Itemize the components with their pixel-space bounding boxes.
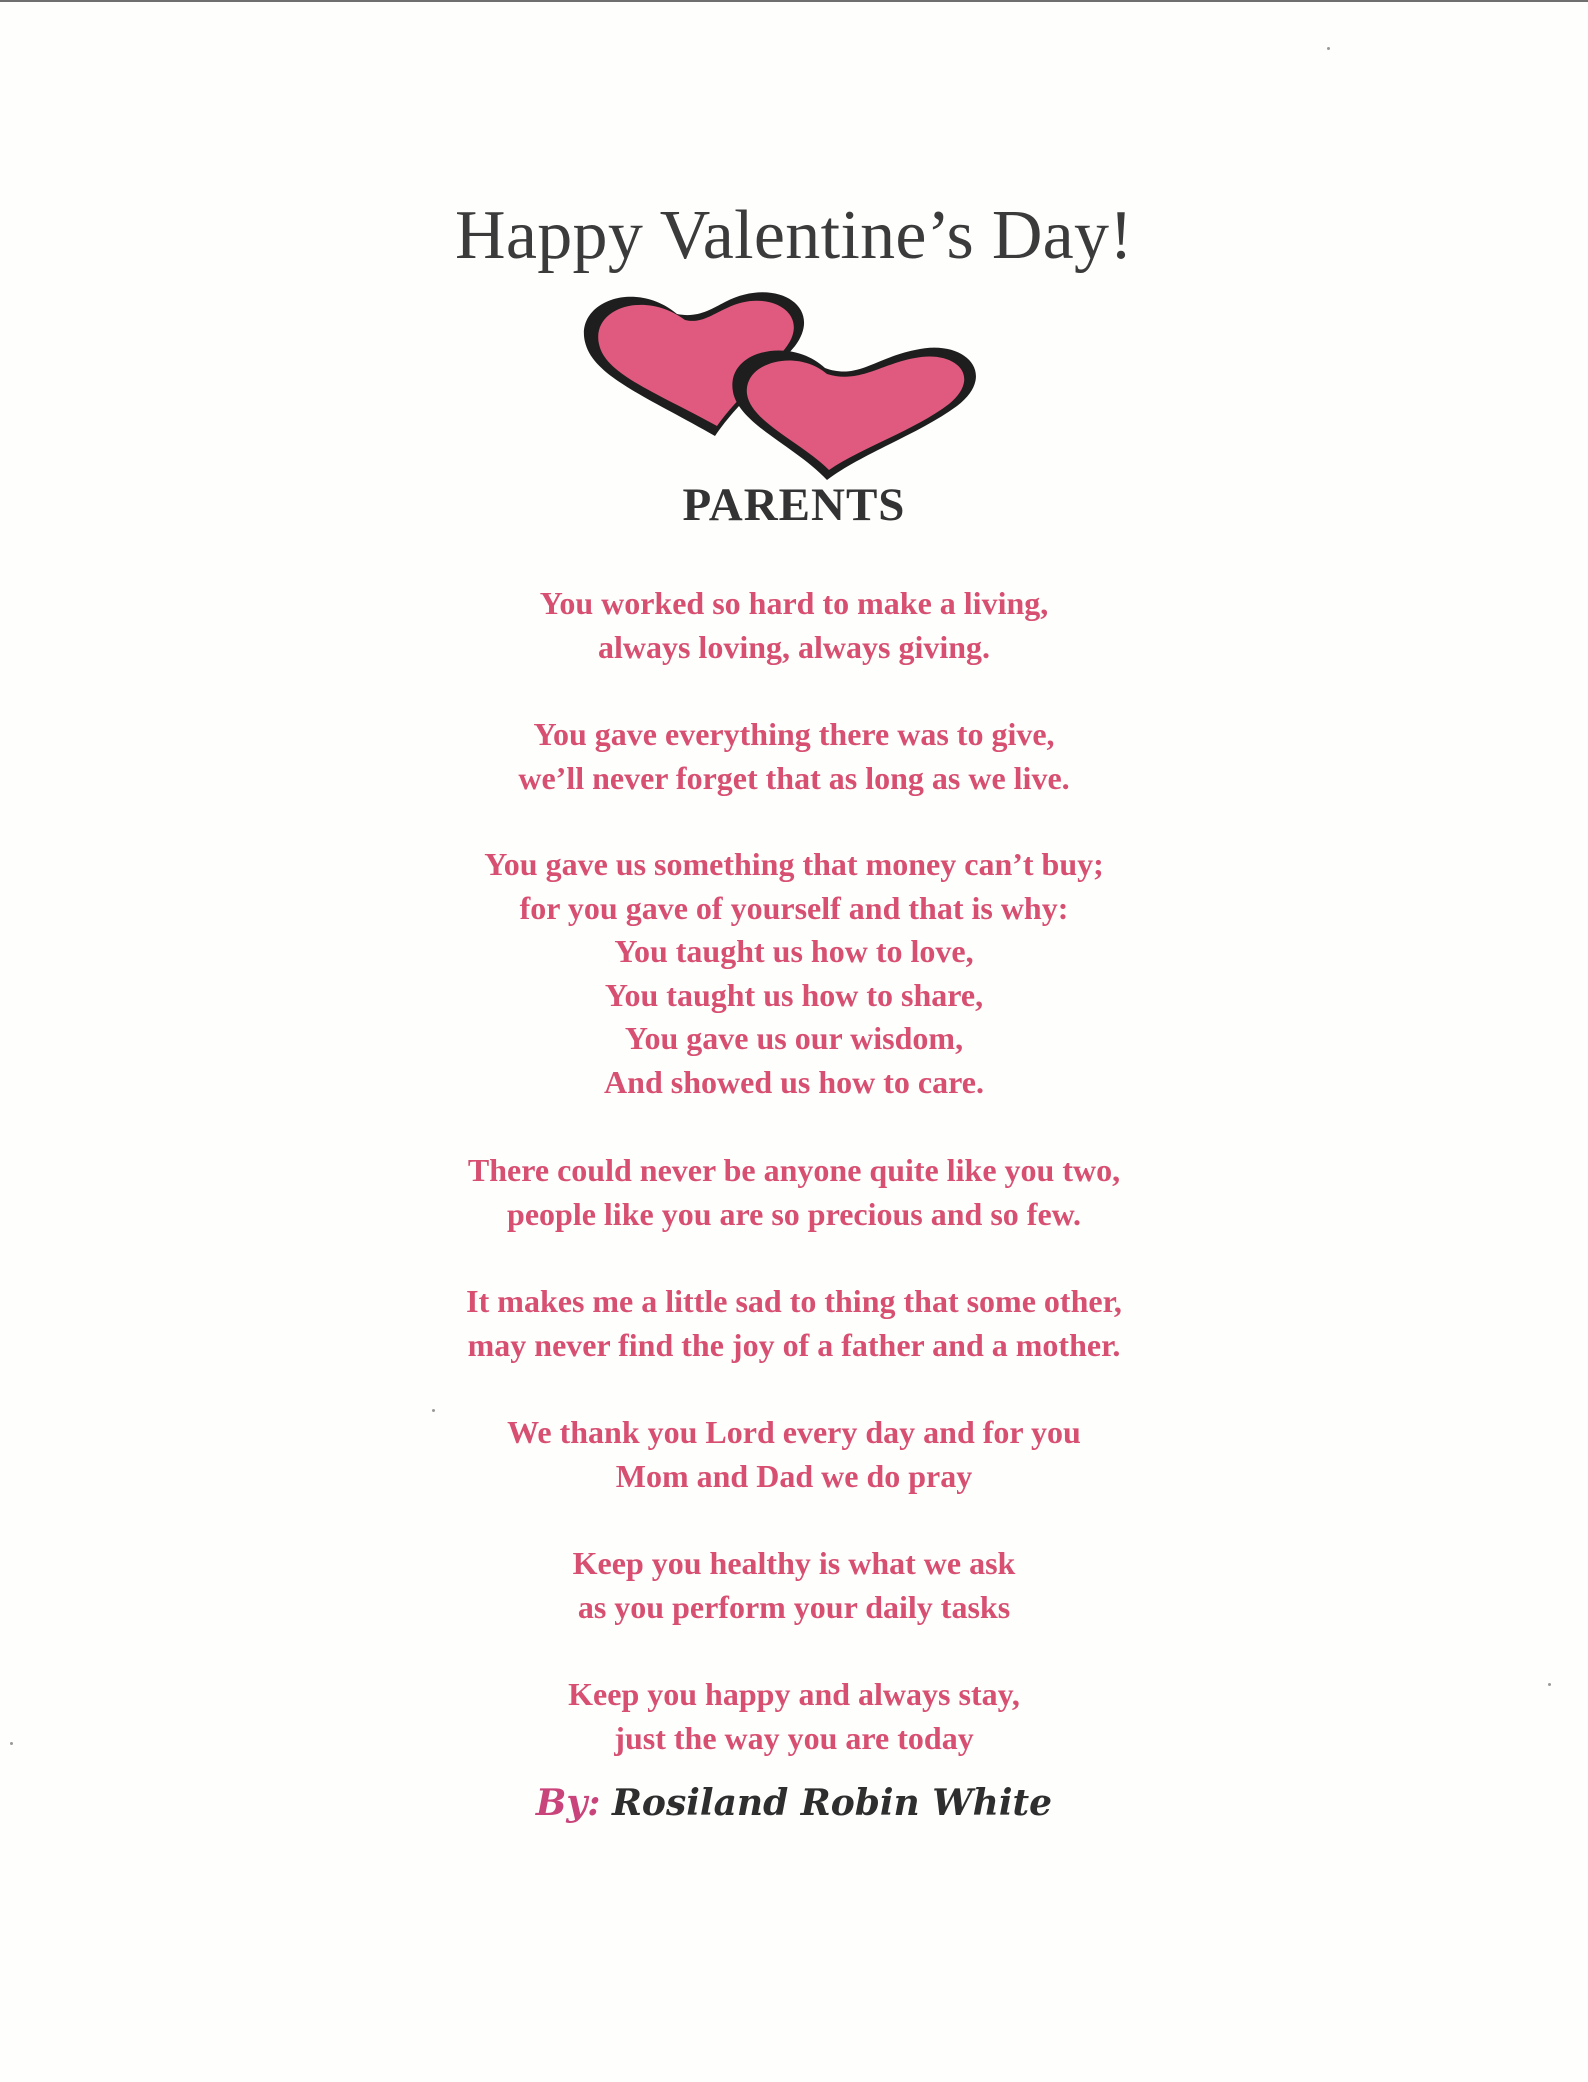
- poem-line: You worked so hard to make a living,: [539, 585, 1049, 621]
- poem-line: may never find the joy of a father and a mother.: [467, 1326, 1121, 1363]
- poem-line: It makes me a little sad to thing that some other,: [466, 1283, 1122, 1319]
- stanza-3: [0, 843, 1588, 1105]
- poem-line: people like you are so precious and so few.: [507, 1195, 1081, 1232]
- page-title: Happy Valentine’s Day!: [455, 197, 1133, 274]
- poem-line: You taught us how to love,: [614, 933, 974, 970]
- stanza-6: [0, 1411, 1588, 1498]
- scan-speck: [1327, 47, 1330, 50]
- stanza-4: [0, 1149, 1588, 1236]
- poem-line: There could never be anyone quite like you two,: [467, 1152, 1121, 1188]
- poem-line: just the way you are today: [614, 1719, 974, 1756]
- poem-line: You gave us something that money can’t buy;: [484, 846, 1104, 882]
- author-byline: [0, 1782, 1588, 1824]
- poem-line: Keep you healthy is what we ask: [572, 1545, 1016, 1581]
- stanza-5: [0, 1280, 1588, 1367]
- poem-line: You gave everything there was to give,: [533, 716, 1055, 752]
- poem-line: You taught us how to share,: [604, 976, 984, 1013]
- author-name: Rosiland Robin White: [612, 1782, 1053, 1824]
- poem-line: Keep you happy and always stay,: [568, 1676, 1020, 1712]
- stanza-2: [0, 713, 1588, 800]
- poem-line: You gave us our wisdom,: [624, 1020, 964, 1057]
- scan-speck: [1548, 1683, 1551, 1686]
- poem-line: And showed us how to care.: [604, 1063, 984, 1100]
- double-hearts-icon: [575, 284, 1015, 480]
- scan-speck: [432, 1409, 435, 1412]
- poem-line: for you gave of yourself and that is why:: [519, 889, 1069, 926]
- scan-top-edge: [0, 0, 1588, 2]
- poem-line: as you perform your daily tasks: [577, 1588, 1011, 1625]
- poem-line: we’ll never forget that as long as we live.: [518, 759, 1070, 796]
- poem-heading: PARENTS: [682, 479, 906, 531]
- poem-line: Mom and Dad we do pray: [615, 1457, 973, 1494]
- poem-line: always loving, always giving.: [597, 628, 991, 665]
- stanza-8: [0, 1673, 1588, 1760]
- scan-speck: [10, 1742, 13, 1745]
- poem-line: We thank you Lord every day and for you: [507, 1414, 1081, 1450]
- stanza-7: [0, 1542, 1588, 1629]
- byline-label: By:: [535, 1782, 601, 1824]
- stanza-1: [0, 582, 1588, 669]
